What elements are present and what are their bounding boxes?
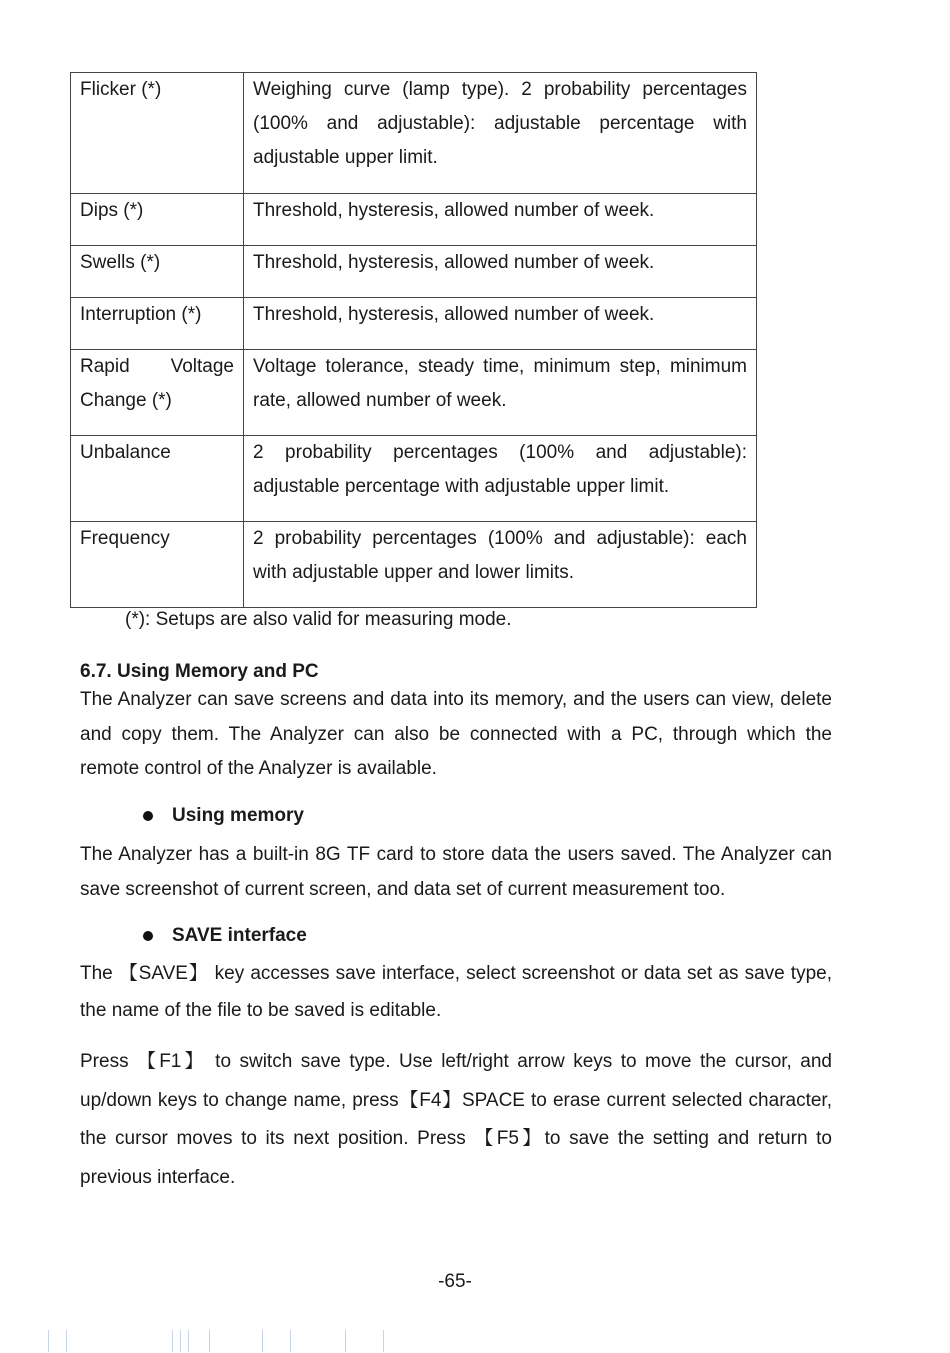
desc-cell [244,246,757,298]
param-cell [71,436,244,522]
bullet-dot-icon [143,931,153,941]
param-label: Frequency [80,528,170,549]
table-row [71,350,757,436]
table-row [71,73,757,194]
page-number: -65- [438,1271,472,1292]
param-label: Swells (*) [80,252,161,273]
desc-cell [244,436,757,522]
table-footnote: (*): Setups are also valid for measuring mode. [125,609,512,630]
bullet-dot-icon [143,811,153,821]
param-cell [71,522,244,608]
desc-text: 2 probability percentages (100% and adjustable): adjustable percentage with adjustable upper limit. [253,442,747,497]
desc-cell [244,194,757,246]
table-row [71,194,757,246]
param-label: Interruption (*) [80,304,202,325]
param-cell [71,298,244,350]
bullet-save-interface [143,922,307,950]
desc-cell [244,350,757,436]
param-cell [71,246,244,298]
table-row [71,246,757,298]
desc-text: Threshold, hysteresis, allowed number of week. [253,304,655,325]
bullet-title: Using memory [172,805,304,826]
scan-artifact-marks [0,1330,950,1353]
desc-cell [244,298,757,350]
table-row [71,436,757,522]
desc-text: Threshold, hysteresis, allowed number of week. [253,252,655,273]
section-heading: 6.7. Using Memory and PC [80,661,319,682]
param-label: Rapid Voltage Change (*) [80,356,234,411]
save-interface-text-2: Press 【F1】 to switch save type. Use left/right arrow keys to move the cursor, and up/down keys to change name, press【F4】SPACE to erase current selected character, the cursor moves to its next position. Press 【F5】to save the setting and return to previous interface. [80,1051,832,1188]
section-intro: The Analyzer can save screens and data into its memory, and the users can view, delete and copy them. The Analyzer can also be connected with a PC, through which the remote control of the Analyzer is available. [80,689,832,779]
parameter-table [70,72,757,608]
save-interface-text-1: The 【SAVE】 key accesses save interface, select screenshot or data set as save type, the name of the file to be saved is editable. [80,963,832,1021]
table-row [71,298,757,350]
desc-cell [244,522,757,608]
param-label: Unbalance [80,442,171,463]
param-label: Dips (*) [80,200,144,221]
param-cell [71,73,244,194]
table-row [71,522,757,608]
bullet-title: SAVE interface [172,925,307,946]
param-label: Flicker (*) [80,79,162,100]
desc-cell [244,73,757,194]
param-cell [71,194,244,246]
desc-text: 2 probability percentages (100% and adjustable): each with adjustable upper and lower limits. [253,528,747,583]
desc-text: Threshold, hysteresis, allowed number of week. [253,200,655,221]
desc-text: Voltage tolerance, steady time, minimum step, minimum rate, allowed number of week. [253,356,747,411]
bullet-using-memory [143,802,304,830]
using-memory-text: The Analyzer has a built-in 8G TF card to store data the users saved. The Analyzer can save screenshot of current screen, and data set of current measurement too. [80,844,832,900]
param-cell [71,350,244,436]
desc-text: Weighing curve (lamp type). 2 probability percentages (100% and adjustable): adjustable percentage with adjustable upper limit. [253,79,747,168]
